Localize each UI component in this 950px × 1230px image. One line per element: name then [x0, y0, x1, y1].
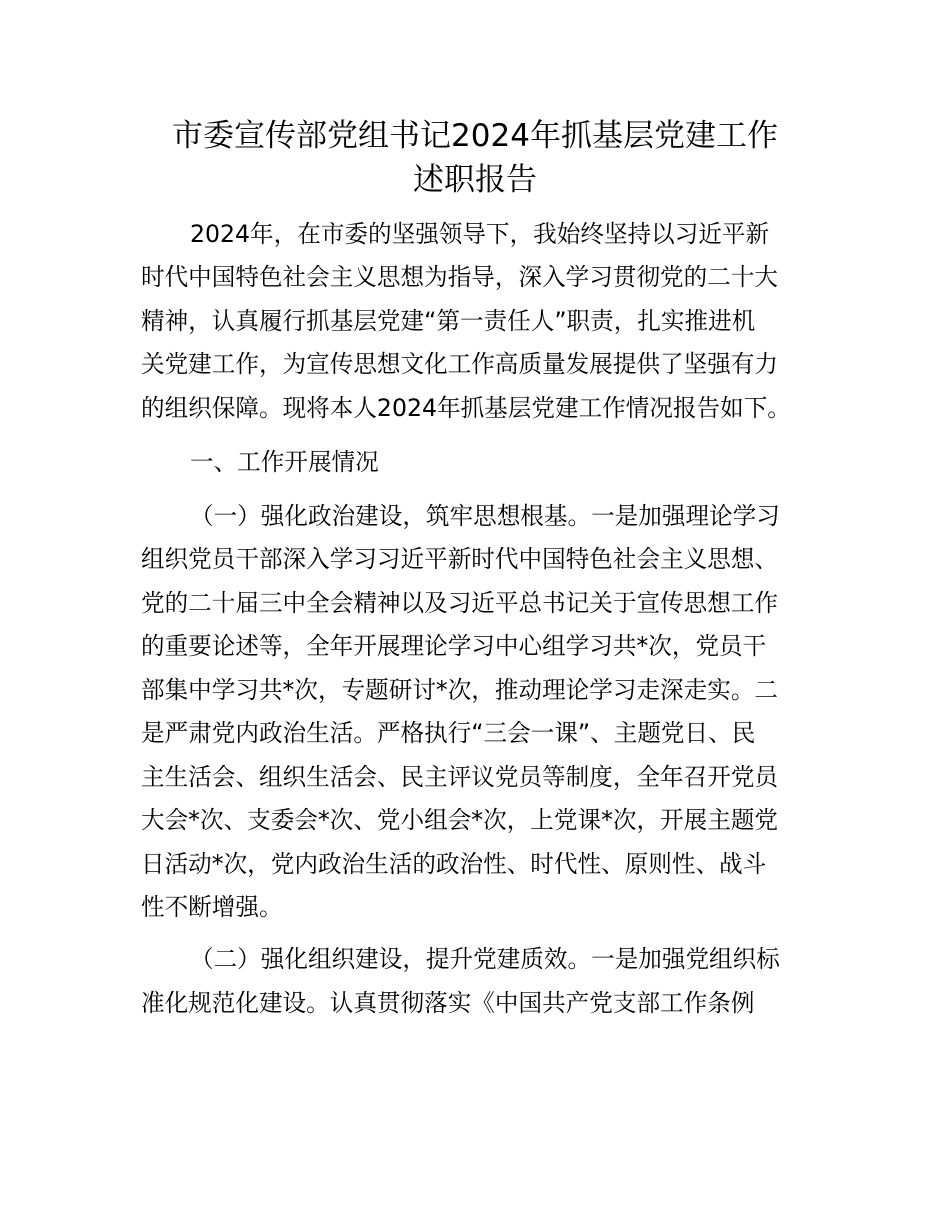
- paragraph-2-line-2: 准化规范化建设。认真贯彻落实《中国共产党支部工作条例: [141, 989, 755, 1017]
- paragraph-intro-line-1: 2024年，在市委的坚强领导下，我始终坚持以习近平新: [190, 220, 770, 248]
- paragraph-1-line-10: 性不断增强。: [141, 893, 283, 921]
- paragraph-intro-line-3: 精神，认真履行抓基层党建“第一责任人”职责，扎实推进机: [141, 307, 756, 335]
- paragraph-1-line-3: 党的二十届三中全会精神以及习近平总书记关于宣传思想工作: [141, 589, 779, 617]
- paragraph-1-line-9: 日活动*次，党内政治生活的政治性、时代性、原则性、战斗: [141, 850, 767, 878]
- document-title-line-2: 述职报告: [413, 162, 537, 198]
- paragraph-1-line-2: 组织党员干部深入学习习近平新时代中国特色社会主义思想、: [141, 545, 779, 573]
- paragraph-1-line-1: （一）强化政治建设，筑牢思想根基。一是加强理论学习: [190, 502, 780, 530]
- paragraph-1-line-7: 主生活会、组织生活会、民主评议党员等制度，全年召开党员: [141, 763, 779, 791]
- paragraph-intro-line-5: 的组织保障。现将本人2024年抓基层党建工作情况报告如下。: [141, 394, 791, 422]
- paragraph-1-line-5: 部集中学习共*次，专题研讨*次，推动理论学习走深走实。二: [141, 676, 779, 704]
- paragraph-1-line-6: 是严肃党内政治生活。严格执行“三会一课”、主题党日、民: [141, 719, 756, 747]
- paragraph-1-line-8: 大会*次、支委会*次、党小组会*次，上党课*次，开展主题党: [141, 806, 779, 834]
- document-title-line-1: 市委宣传部党组书记2024年抓基层党建工作: [172, 118, 778, 154]
- section-heading-1: 一、工作开展情况: [190, 448, 379, 476]
- paragraph-1-line-4: 的重要论述等，全年开展理论学习中心组学习共*次，党员干: [141, 632, 767, 660]
- paragraph-intro-line-2: 时代中国特色社会主义思想为指导，深入学习贯彻党的二十大: [141, 263, 779, 291]
- paragraph-2-line-1: （二）强化组织建设，提升党建质效。一是加强党组织标: [190, 945, 780, 973]
- paragraph-intro-line-4: 关党建工作，为宣传思想文化工作高质量发展提供了坚强有力: [141, 350, 779, 378]
